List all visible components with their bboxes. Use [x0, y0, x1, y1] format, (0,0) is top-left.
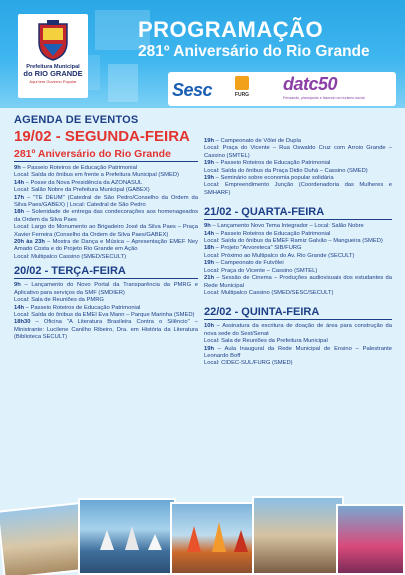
event-line: Local: Salão Nobre da Prefeitura Municipal (GABEX) [14, 187, 150, 194]
furg-logo [233, 76, 251, 102]
event-line: 20h às 23h – Mostra de Dança e Música – Apresentação EMEF Ney Amado Costa e do Projeto Rio Grande em Ação [14, 239, 198, 253]
event-line: Local: Próximo ao Multipalco do Av. Rio Grande (SECULT) [204, 252, 355, 259]
prefeitura-line2: do RIO GRANDE [23, 69, 83, 78]
prefeitura-logo [18, 14, 88, 98]
event-line: 18h – Projeto "Arvoreteca" SIB/FURG [204, 245, 302, 252]
coat-of-arms-icon [33, 18, 73, 62]
event-line: Local: Largo do Monumento ao Brigadeiro José da Silva Paes – Praça Xavier Ferreira (Conselho da Ordem de Silva Paes/GABEX) [14, 224, 198, 238]
decor-tile [108, 64, 138, 102]
sail-icon [234, 530, 248, 552]
photo-cathedral [252, 496, 344, 575]
day-heading-21-02: 21/02 - QUARTA-FEIRA [204, 206, 392, 220]
event-line: 19h – Seminário sobre economia popular solidária [204, 175, 334, 182]
left-column [14, 114, 198, 342]
partner-logos [168, 72, 396, 106]
event-line: 18h – Solenidade de entrega das condecorações aos homenageados da Ordem da Silva Paes [14, 209, 198, 223]
event-list-22-02 [204, 323, 392, 367]
event-line: Local: Praça do Vicente – Rua Oswaldo Cruz com Arroio Grande – Cassino (SMTEL) [204, 145, 392, 159]
event-line: Local: Saída do ônibus da Praça Didio Duhá – Cassino (SMED) [204, 167, 368, 174]
event-line: Local: Saída do ônibus da EMEF Ramiz Galvão – Mangueira (SMED) [204, 238, 383, 245]
prefeitura-slogan: Aqui tem Governo Popular [29, 79, 77, 84]
event-line: 14h – Passeio Roteiros de Educação Patrimonial [14, 304, 141, 311]
event-line: 19h – Passeio Roteiros de Educação Patrimonial [204, 160, 331, 167]
furg-mark-icon [235, 76, 249, 90]
event-line: Local: Sala de Reuniões da Prefeitura Municipal [204, 338, 328, 345]
prefeitura-line1: Prefeitura Municipal [26, 64, 80, 70]
sail-icon [125, 526, 139, 550]
event-line: Local: CIDEC-SUL/FURG (SMED) [204, 360, 293, 367]
event-list-19-02 [14, 165, 198, 261]
right-column [204, 138, 392, 368]
day-heading-19-02: 19/02 - SEGUNDA-FEIRA [14, 128, 190, 145]
event-line: 9h – Lançamento do Novo Portal da Transparência da PMRG e Aplicativo para serviços da SMF (SMDIER) [14, 282, 198, 296]
sail-icon [100, 530, 114, 550]
anniversary-heading: 281º Aniversário do Rio Grande [14, 148, 198, 162]
event-line: 21h – Sessão de Cinema – Produções audiovisuais dos estudantes da Rede Municipal [204, 275, 392, 289]
event-line: 18h30 – Oficina "A Literatura Brasileira Contra o Silêncio" – Ministrante: Lucilene Canilho Ribeiro, Dra. em História da Literatura (Biblioteca SECULT) [14, 319, 198, 341]
photo-sailboats [170, 502, 260, 575]
photo-sculpture [336, 504, 405, 575]
day-heading-20-02: 20/02 - TERÇA-FEIRA [14, 265, 198, 279]
event-line: Local: Sala de Reuniões da PMRG [14, 297, 104, 304]
agenda-label: AGENDA DE EVENTOS [14, 114, 139, 126]
event-line: Local: Praça do Vicente – Cassino (SMTEL) [204, 267, 318, 274]
event-line: 19h – Aula Inaugural da Rede Municipal de Ensino – Palestrante Leonardo Boff [204, 345, 392, 359]
event-line: 17h – "TE DEUM" (Catedral de São Pedro/Conselho da Ordem da Silva Paes/GABEX) | Local: Catedral de São Pedro [14, 194, 198, 209]
photo-waterfront [78, 498, 176, 575]
header-banner [0, 0, 405, 108]
event-line: 10h – Assinatura da escritura de doação de área para construção da nova sede do Sest/Senat [204, 323, 392, 337]
event-list-20-02-cont [204, 138, 392, 197]
datc-logo: datc50 [283, 74, 338, 94]
event-list-20-02 [14, 282, 198, 341]
sesc-logo: Sesc [172, 80, 213, 100]
furg-logo-text: FURG [234, 92, 250, 98]
page-subtitle: 281º Aniversário do Rio Grande [138, 43, 370, 60]
event-line: Local: Multipalco Cassino (SMED/SESC/SECULT) [204, 289, 334, 296]
event-line: Local: Multipalco Cassino (SMED/SECULT) [14, 253, 127, 260]
sail-icon [148, 534, 162, 550]
event-line: 9h – Lançamento Novo Tema Integrador – Local: Salão Nobre [204, 223, 364, 230]
event-line: 14h – Passeio Roteiros de Educação Patrimonial [204, 230, 331, 237]
page-title: PROGRAMAÇÃO [138, 17, 324, 42]
day-heading-22-02: 22/02 - QUINTA-FEIRA [204, 306, 392, 320]
event-line: Local: Saída do ônibus da EMEI Eva Mann – Parque Marinha (SMED) [14, 311, 195, 318]
datc-tagline: Pensando, planejando e fazendo um turismo social [283, 96, 365, 100]
photo-strip [0, 496, 405, 575]
sail-icon [212, 522, 226, 552]
event-line: 19h – Campeonato de Vôlei de Dupla [204, 138, 302, 144]
sail-icon [187, 526, 201, 552]
event-list-21-02 [204, 223, 392, 297]
event-line: 19h – Campeonato de Futvôlei [204, 260, 284, 267]
event-line: Local: Empreendimento Junção (Coordenadoria das Mulheres e SMHARF) [204, 182, 392, 196]
event-line: 9h – Passeio Roteiros de Educação Patrimonial [14, 165, 138, 171]
event-line: Local: Saída do ônibus em frente a Prefeitura Municipal (SMED) [14, 172, 179, 179]
event-line: 14h – Posse da Nova Presidência da AZONASUL [14, 179, 143, 186]
